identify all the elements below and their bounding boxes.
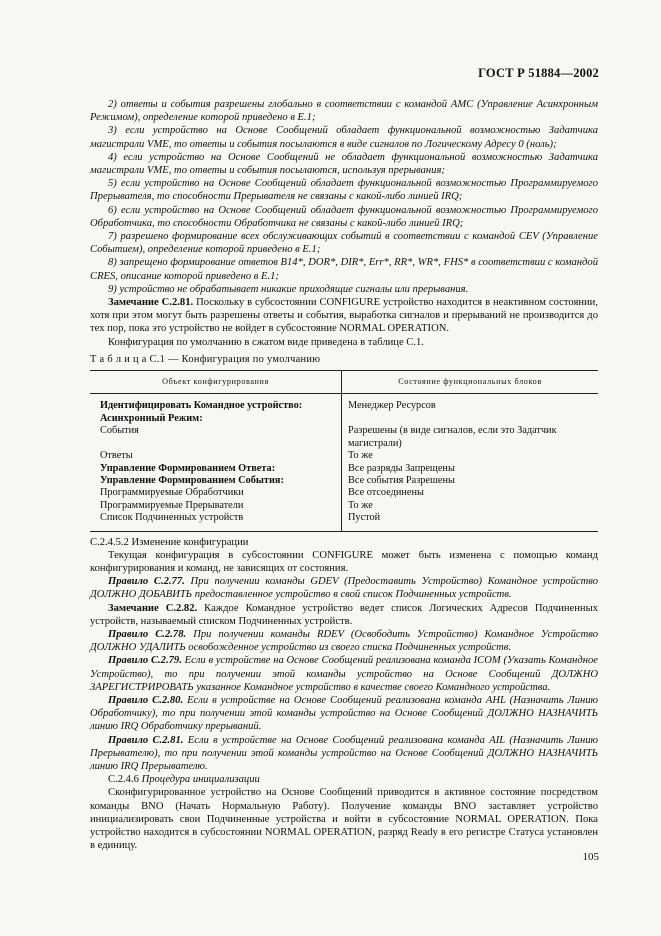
table-cell-object: Ответы: [90, 450, 342, 462]
rule-c281: [90, 734, 598, 774]
rule-text: При получении команды GDEV (Предоставить Устройство) Командное устройство ДОЛЖНО ДОБАВИТЬ предоставленное устройство в свой список Подчиненных устройств.: [90, 576, 598, 601]
default-config-text: Конфигурация по умолчанию в сжатом виде приведена в таблице С.1.: [108, 336, 424, 348]
document-id-header: ГОСТ Р 51884—2002: [478, 66, 599, 80]
table-cell-object: Асинхронный Режим:: [90, 413, 342, 425]
table-row: [90, 475, 598, 487]
table-row: [90, 413, 598, 425]
list-item: 6) если устройство на Основе Сообщений обладает функциональной возможностью Программируемого Обработчика, то способности Обработчика не связаны с какой-либо линией IRQ;: [90, 204, 598, 229]
section-heading-c2452: С.2.4.5.2 Изменение конфигурации: [90, 536, 249, 548]
list-item: 2) ответы и события разрешены глобально в соответствии с командой AMC (Управление Асинхронным Режимом), определение которой приведено в Е.1;: [90, 99, 598, 124]
list-item: 9) устройство не обрабатывает никакие приходящие сигналы или прерывания.: [108, 283, 469, 295]
rule-c280: [90, 694, 598, 734]
table-cell-state: Все отсоединены: [348, 487, 424, 499]
section-number: С.2.4.6: [108, 774, 142, 786]
table-cell-state: Пустой: [348, 512, 381, 524]
table-row: [90, 512, 598, 531]
table-cell-state: Разрешены (в виде сигналов, если это Задатчик магистрали): [348, 425, 557, 449]
table-row: [90, 500, 598, 512]
table-cell-state: То же: [348, 499, 373, 511]
rule-text: Если в устройстве на Основе Сообщений реализована команда AHL (Назначить Линию Обработчику), то при получении этой команды устройство на Основе Сообщений ДОЛЖНО НАЗНАЧИТЬ линию IRQ Обработчику прерываний.: [90, 694, 599, 733]
section-title: Процедура инициализации: [141, 774, 260, 786]
rule-label: Правило С.2.77.: [108, 576, 185, 588]
table-cell-object: Идентифицировать Командное устройство:: [90, 394, 342, 413]
note-c282: [90, 602, 598, 628]
rule-label: Правило С.2.80.: [108, 694, 184, 706]
section-c246-text: Сконфигурированное устройство на Основе Сообщений приводится в активное состояние посредством команды BNO (Начать Нормальную Работу). Получение команды BNO заставляет устройство инициализировать свои Подчиненные устройства и войти в субсостояние NORMAL OPERATION. Пока устройство находится в субсостоянии NORMAL OPERATION, разряд Ready в его регистре Статуса установлен в единицу.: [90, 787, 598, 852]
table-cell-state: То же: [348, 450, 373, 462]
note-text: Каждое Командное устройство ведет список Логических Адресов Подчиненных устройств, называемый списком Подчиненных устройств.: [90, 602, 599, 627]
table-cell-object: Управление Формированием Ответа:: [90, 463, 342, 475]
section-heading-c246: [90, 773, 598, 786]
list-item: 7) разрешено формирование всех обслуживающих событий в соответствии с командой CEV (Управление Событием), определение которой приведено в Е.1;: [90, 231, 598, 256]
rule-c277: [90, 575, 598, 601]
rule-text: Если в устройстве на Основе Сообщений реализована команда AIL (Назначить Линию Прерывателю), то при получении этой команды устройство на Основе Сообщений ДОЛЖНО НАЗНАЧИТЬ линию IRQ Прерывателю.: [90, 734, 598, 772]
note-label: Замечание С.2.82.: [108, 602, 198, 614]
rule-text: При получении команды RDEV (Освободить Устройство) Командное Устройство ДОЛЖНО УДАЛИТЬ освобожденное устройство из своего списка Подчиненных устройств.: [90, 628, 599, 654]
note-label: Замечание С.2.81.: [108, 297, 194, 309]
table-cell-object: Программируемые Обработчики: [90, 487, 342, 499]
table-cell-object: Программируемые Прерыватели: [90, 500, 342, 512]
table-cell-object: Список Подчиненных устройств: [90, 512, 342, 531]
rule-c278: [90, 628, 598, 654]
table-cell-object: Управление Формированием События:: [90, 475, 342, 487]
table-row: [90, 394, 598, 413]
default-config-table: [90, 370, 598, 531]
rule-c279: [90, 654, 598, 694]
page-body: [90, 98, 598, 852]
list-item: 8) запрещено формирование ответов B14*, DOR*, DIR*, Err*, RR*, WR*, FHS* в соответствии с командой CRES, описание которой приведено в Е.1;: [90, 257, 598, 282]
table-header-object: Объект конфигурирования: [90, 371, 342, 394]
page-number: 105: [582, 851, 599, 863]
list-item: 5) если устройство на Основе Сообщений обладает функциональной возможностью Программируемого Прерывателя, то способности Прерывателя не связаны с какой-либо линией IRQ;: [90, 178, 598, 203]
rule-text: Если в устройстве на Основе Сообщений реализована команда ICOM (Указать Командное Устройство), то при получении этой команды устройство на Основе Сообщений ДОЛЖНО ЗАРЕГИСТРИРОВАТЬ указанное Командное устройство в качестве своего Командного устройства.: [90, 655, 598, 693]
list-item: 4) если устройство на Основе Сообщений не обладает функциональной возможностью Задатчика магистрали VME, то ответы и события посылаются, используя прерывания;: [90, 151, 598, 177]
table-cell-state: Менеджер Ресурсов: [348, 400, 436, 412]
table-row: [90, 450, 598, 462]
table-cell-state: Все разряды Запрещены: [348, 462, 455, 474]
table-caption: Т а б л и ц а С.1 — Конфигурация по умолчанию: [90, 353, 321, 365]
rule-label: Правило С.2.81.: [108, 734, 184, 746]
table-cell-object: События: [90, 425, 342, 450]
table-row: [90, 463, 598, 475]
table-cell-state: [342, 413, 599, 425]
table-row: [90, 425, 598, 450]
note-text: Поскольку в субсостоянии CONFIGURE устройство находится в неактивном состоянии, хотя при этом могут быть разрешены ответы и события, выработка сигналов и прерываний не производится до тех пор, пока это устройство не войдет в субсостояние NORMAL OPERATION.: [90, 297, 598, 335]
table-cell-state: Все события Разрешены: [348, 474, 455, 486]
section-c2452-intro: Текущая конфигурация в субсостоянии CONFIGURE может быть изменена с помощью команд конфигурирования и команд, не зависящих от состояния.: [90, 549, 598, 574]
rule-label: Правило С.2.78.: [108, 628, 187, 640]
note-c281: [90, 296, 598, 336]
table-header-state: Состояние функциональных блоков: [342, 371, 599, 394]
list-item: 3) если устройство на Основе Сообщений обладает функциональной возможностью Задатчика магистрали VME, то ответы и события посылаются в виде сигналов по Логическому Адресу 0 (ноль);: [90, 125, 598, 150]
rule-label: Правило С.2.79.: [108, 655, 182, 667]
table-row: [90, 487, 598, 499]
